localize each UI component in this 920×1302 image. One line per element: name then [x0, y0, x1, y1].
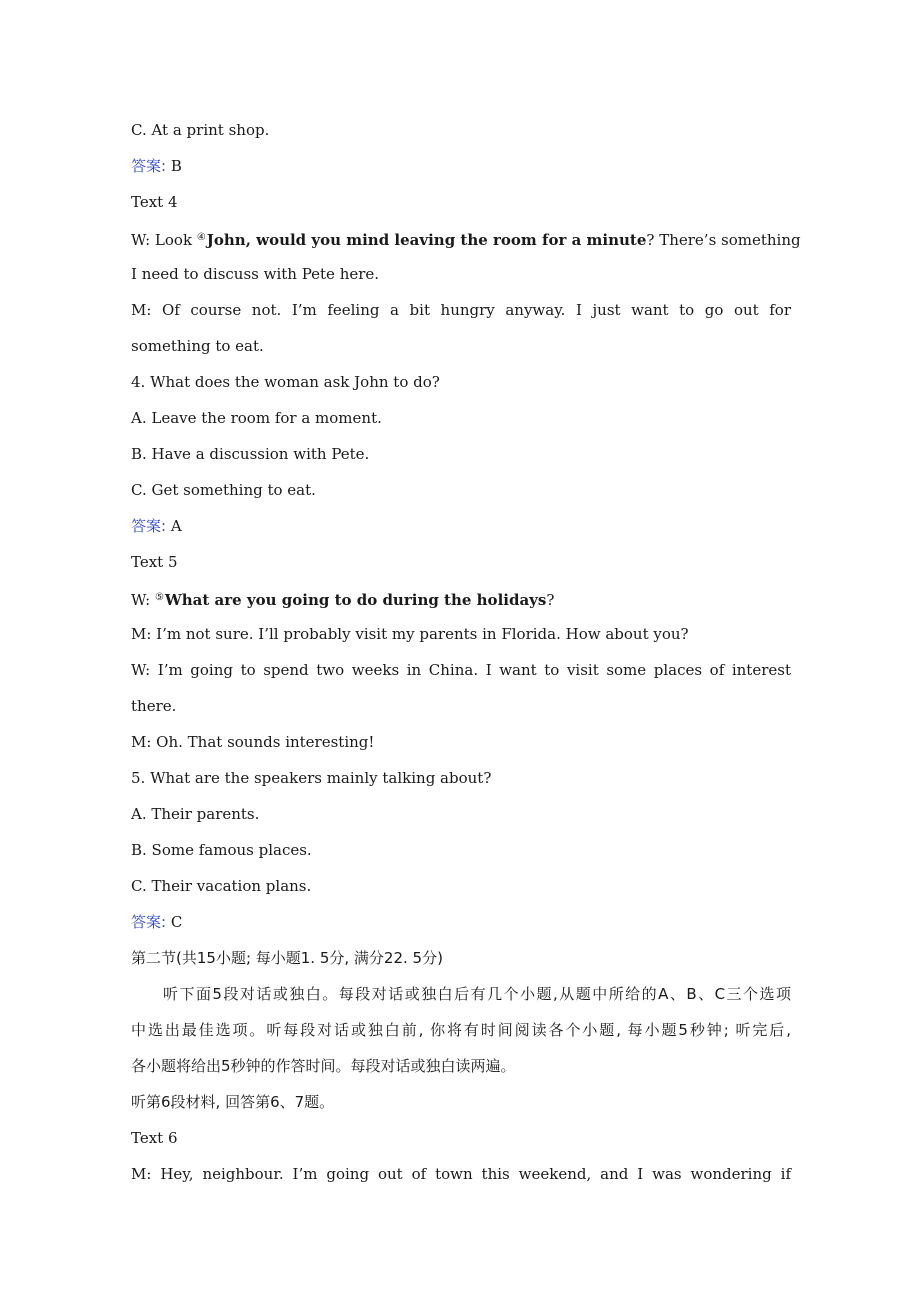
answer-label: 答案: — [131, 157, 167, 175]
footnote-marker: ⑤ — [154, 592, 164, 603]
question-5-option-b: B. Some famous places. — [131, 841, 312, 859]
answer-label: 答案: — [131, 517, 167, 535]
text4-answer — [131, 508, 791, 544]
text4-woman-line — [131, 220, 801, 256]
text5-title: Text 5 — [131, 553, 178, 571]
instructions-line-2: 中选出最佳选项。听每段对话或独白前, 你将有时间阅读各个小题, 每小题5秒钟; 听完后, — [131, 1021, 791, 1039]
text4-title: Text 4 — [131, 193, 178, 211]
text3-answer — [131, 148, 791, 184]
text5-woman-line-2: W: I’m going to spend two weeks in China. I want to visit some places of interest — [131, 661, 791, 679]
speaker-prefix: W: Look — [131, 231, 197, 249]
answer-label: 答案: — [131, 913, 167, 931]
answer-value: C — [166, 913, 183, 931]
sentence-rest: ? There’s something — [646, 231, 801, 249]
answer-value: B — [166, 157, 182, 175]
question-5: 5. What are the speakers mainly talking about? — [131, 769, 492, 787]
text6-man-line: M: Hey, neighbour. I’m going out of town this weekend, and I was wondering if — [131, 1165, 791, 1183]
question-5-option-c: C. Their vacation plans. — [131, 877, 312, 895]
text6-intro: 听第6段材料, 回答第6、7题。 — [131, 1093, 335, 1111]
text6-title: Text 6 — [131, 1129, 178, 1147]
speaker-prefix: W: — [131, 591, 155, 609]
text5-man-line: M: I’m not sure. I’ll probably visit my parents in Florida. How about you? — [131, 625, 689, 643]
text5-woman-line — [131, 580, 791, 616]
highlighted-sentence: What are you going to do during the holidays — [164, 591, 547, 609]
question-4: 4. What does the woman ask John to do? — [131, 373, 440, 391]
question-4-option-c: C. Get something to eat. — [131, 481, 316, 499]
sentence-rest: ? — [546, 591, 555, 609]
instructions-line-3: 各小题将给出5秒钟的作答时间。每段对话或独白读两遍。 — [131, 1057, 516, 1075]
document-page — [131, 112, 801, 1192]
text4-woman-line-cont: I need to discuss with Pete here. — [131, 265, 380, 283]
text4-man-line-cont: something to eat. — [131, 337, 264, 355]
text5-answer — [131, 904, 791, 940]
question-5-option-a: A. Their parents. — [131, 805, 260, 823]
text5-man-line-2: M: Oh. That sounds interesting! — [131, 733, 375, 751]
answer-value: A — [166, 517, 182, 535]
instructions-line-1: 听下面5段对话或独白。每段对话或独白后有几个小题,从题中所给的A、B、C三个选项 — [163, 985, 791, 1003]
text3-option-c: C. At a print shop. — [131, 121, 270, 139]
text4-man-line: M: Of course not. I’m feeling a bit hungry anyway. I just want to go out for — [131, 301, 791, 319]
text5-woman-line-2-cont: there. — [131, 697, 177, 715]
question-4-option-a: A. Leave the room for a moment. — [131, 409, 382, 427]
question-4-option-b: B. Have a discussion with Pete. — [131, 445, 370, 463]
section-2-header: 第二节(共15小题; 每小题1. 5分, 满分22. 5分) — [131, 949, 443, 967]
footnote-marker: ④ — [196, 232, 206, 243]
highlighted-sentence: John, would you mind leaving the room for a minute — [206, 231, 647, 249]
